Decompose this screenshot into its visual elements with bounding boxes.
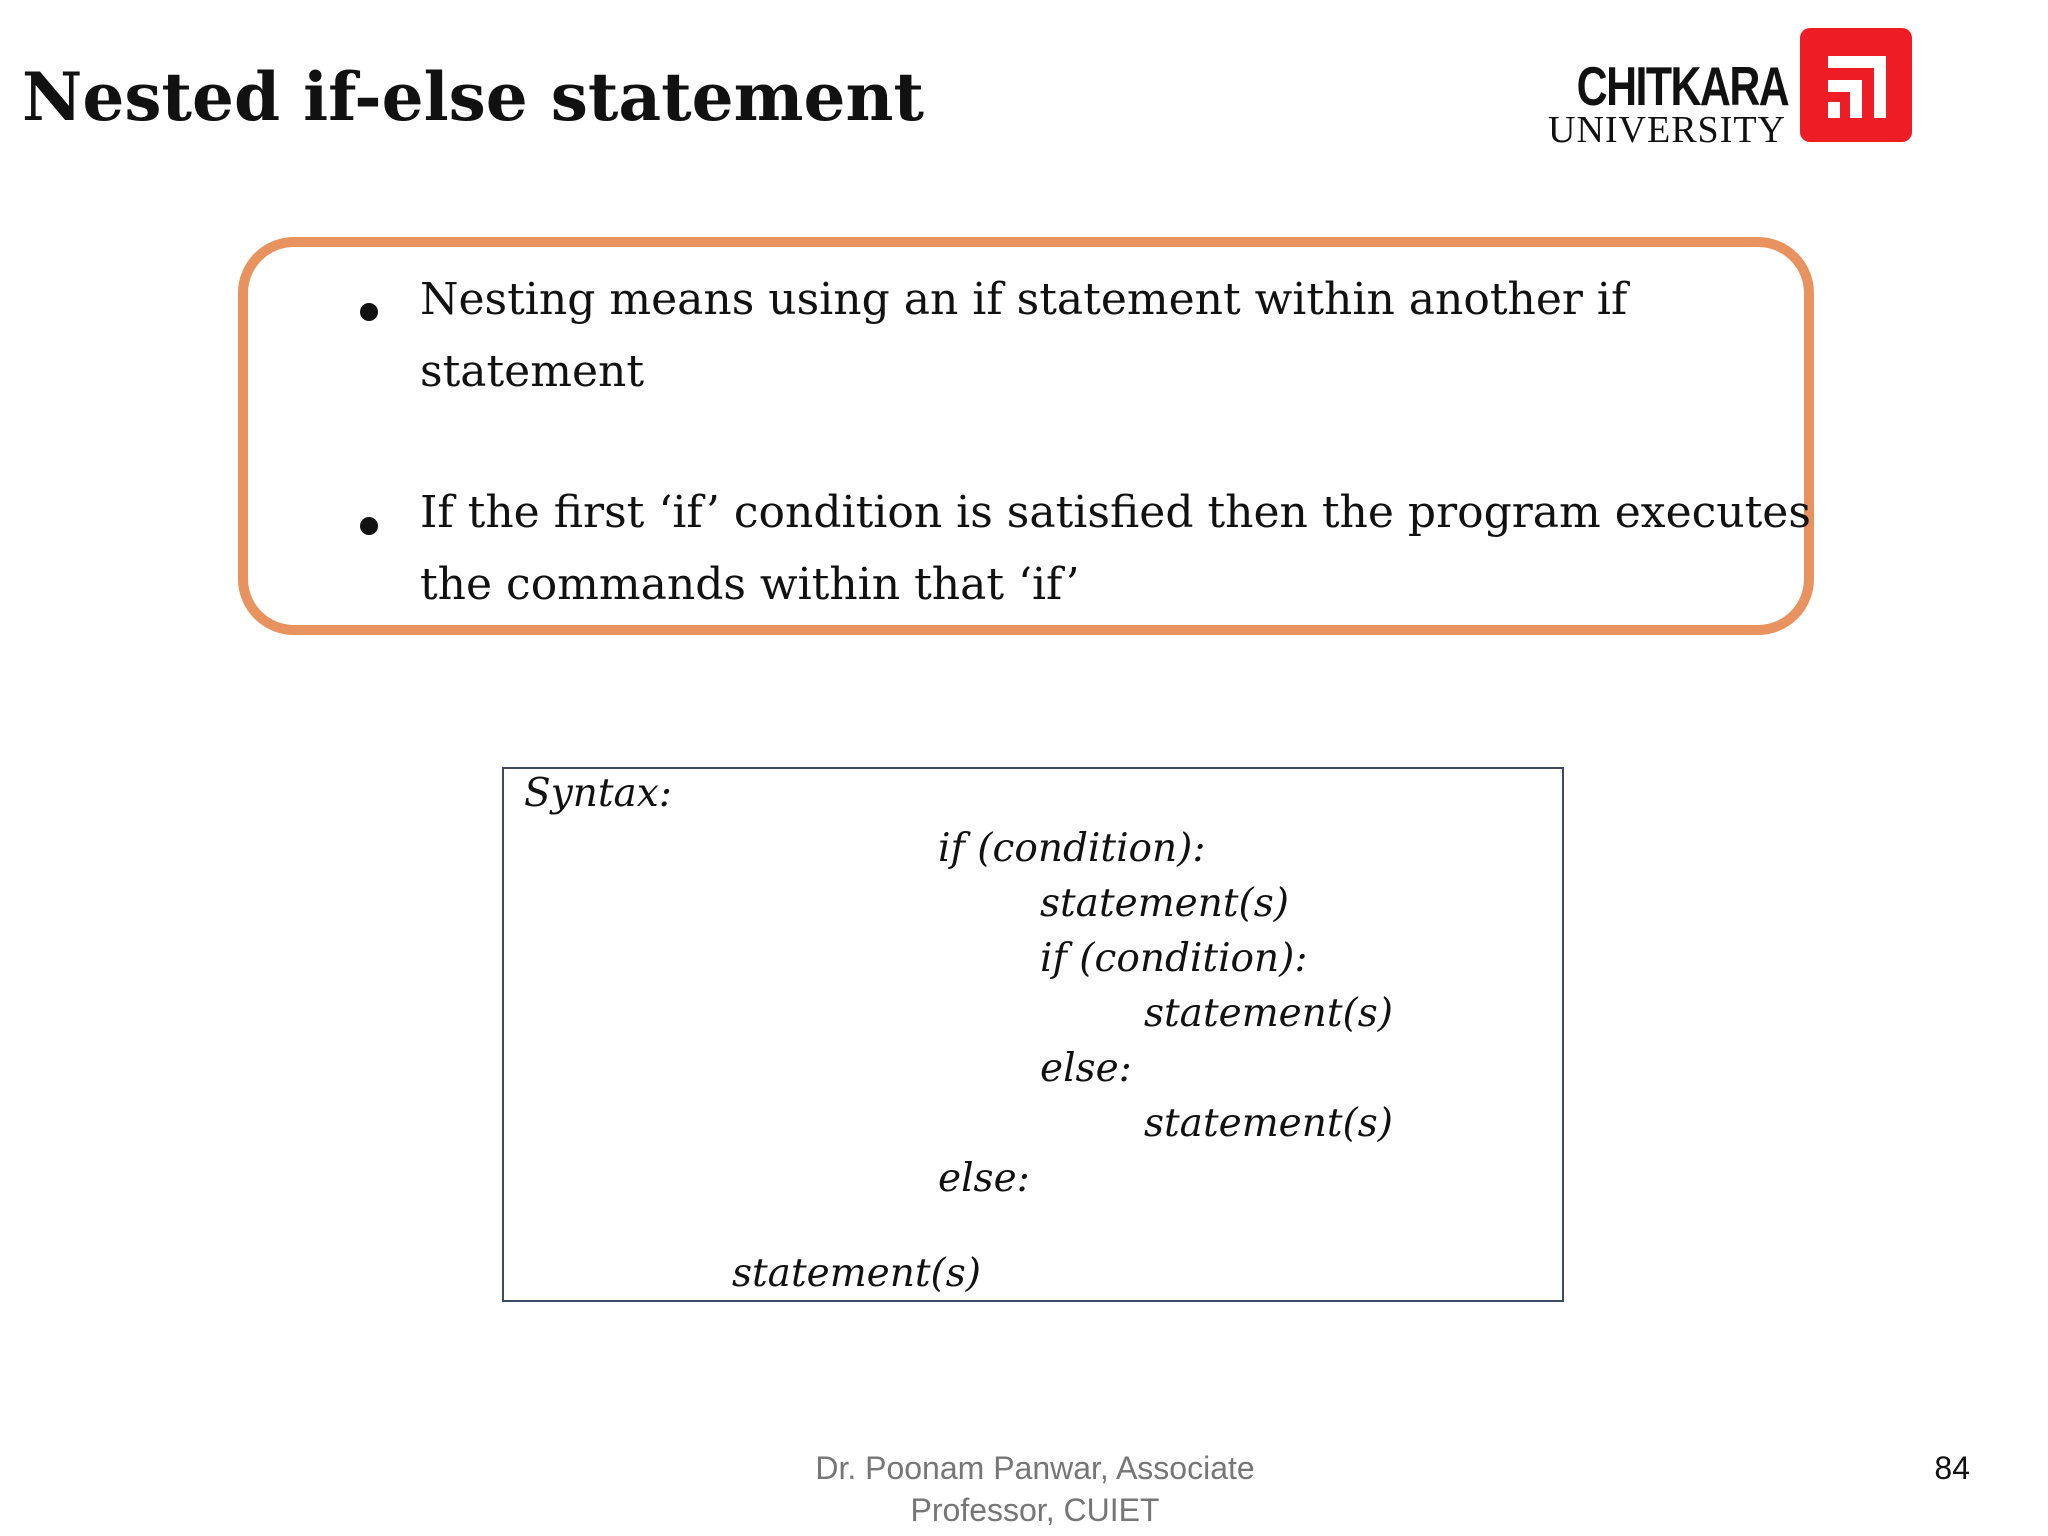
syntax-line: statement(s) bbox=[1144, 1101, 1393, 1146]
bullet-dot-icon bbox=[360, 517, 378, 535]
syntax-line: statement(s) bbox=[1144, 991, 1393, 1036]
bullet-callout-box bbox=[238, 237, 1814, 635]
slide-title: Nested if-else statement bbox=[22, 58, 924, 136]
footer-author bbox=[730, 1447, 1340, 1531]
chitkara-university-logo bbox=[1548, 28, 1912, 151]
footer-author-line: Professor, CUIET bbox=[910, 1492, 1160, 1528]
syntax-box bbox=[502, 767, 1564, 1302]
bullet-text: Nesting means using an if statement within another if statement bbox=[420, 274, 1628, 397]
syntax-line: if (condition): bbox=[1040, 936, 1308, 981]
logo-wordmark bbox=[1548, 28, 1788, 151]
logo-mark-icon bbox=[1800, 28, 1912, 142]
footer-author-line: Dr. Poonam Panwar, Associate bbox=[815, 1450, 1255, 1486]
syntax-line: else: bbox=[1040, 1046, 1132, 1091]
logo-name: CHITKARA bbox=[1576, 55, 1788, 117]
logo-subtitle: UNIVERSITY bbox=[1548, 109, 1786, 151]
syntax-line: else: bbox=[938, 1156, 1030, 1201]
syntax-line: statement(s) bbox=[732, 1251, 981, 1296]
logo-mark-glyph bbox=[1800, 28, 1912, 142]
syntax-line: if (condition): bbox=[938, 826, 1206, 871]
bullet-text: If the first ‘if’ condition is satisfied then the program executes the commands within that ‘if’ bbox=[420, 487, 1811, 610]
bullet-dot-icon bbox=[360, 303, 378, 321]
page-number: 84 bbox=[1934, 1450, 1970, 1486]
syntax-label: Syntax: bbox=[524, 771, 672, 816]
syntax-line: statement(s) bbox=[1040, 881, 1289, 926]
